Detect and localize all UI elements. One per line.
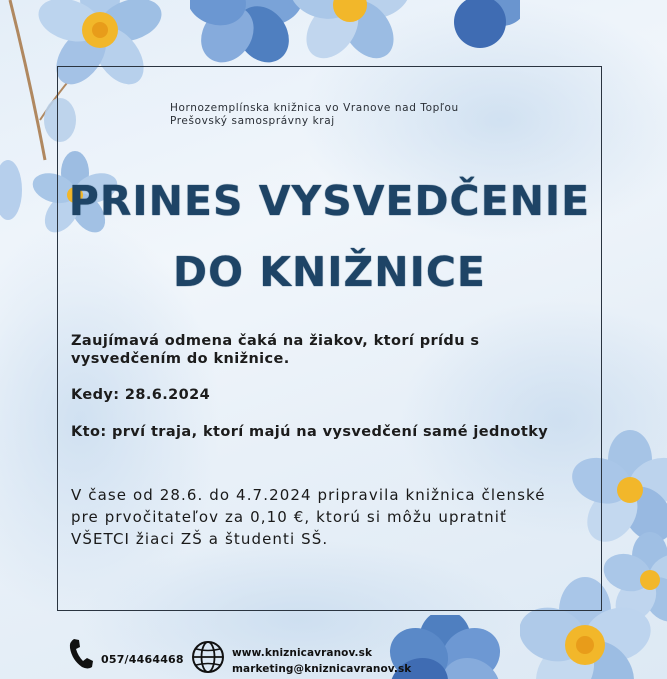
organization-header	[170, 102, 459, 128]
website-link[interactable]: www.kniznicavranov.sk	[232, 647, 373, 659]
globe-icon	[191, 640, 225, 674]
phone-number: 057/4464468	[101, 653, 184, 666]
when-text: Kedy: 28.6.2024	[71, 387, 211, 403]
region-name: Prešovský samosprávny kraj	[170, 115, 335, 127]
phone-icon	[68, 638, 94, 670]
email-link[interactable]: marketing@kniznicavranov.sk	[232, 663, 412, 675]
library-name: Hornozemplínska knižnica vo Vranove nad Topľou	[170, 102, 459, 114]
contact-links	[232, 645, 411, 677]
title-line-1: PRINES VYSVEDČENIE	[68, 177, 591, 225]
title-line-2: DO KNIŽNICE	[173, 248, 486, 296]
who-text: Kto: prví traja, ktorí majú na vysvedčení samé jednotky	[71, 424, 549, 440]
intro-text: Zaujímavá odmena čaká na žiakov, ktorí prídu s vysvedčením do knižnice.	[71, 333, 480, 367]
offer-text: V čase od 28.6. do 4.7.2024 pripravila knižnica členské pre prvočitateľov za 0,10 €, ktorú si môžu upratniť VŠETCI žiaci ZŠ a študenti SŠ.	[71, 486, 546, 548]
